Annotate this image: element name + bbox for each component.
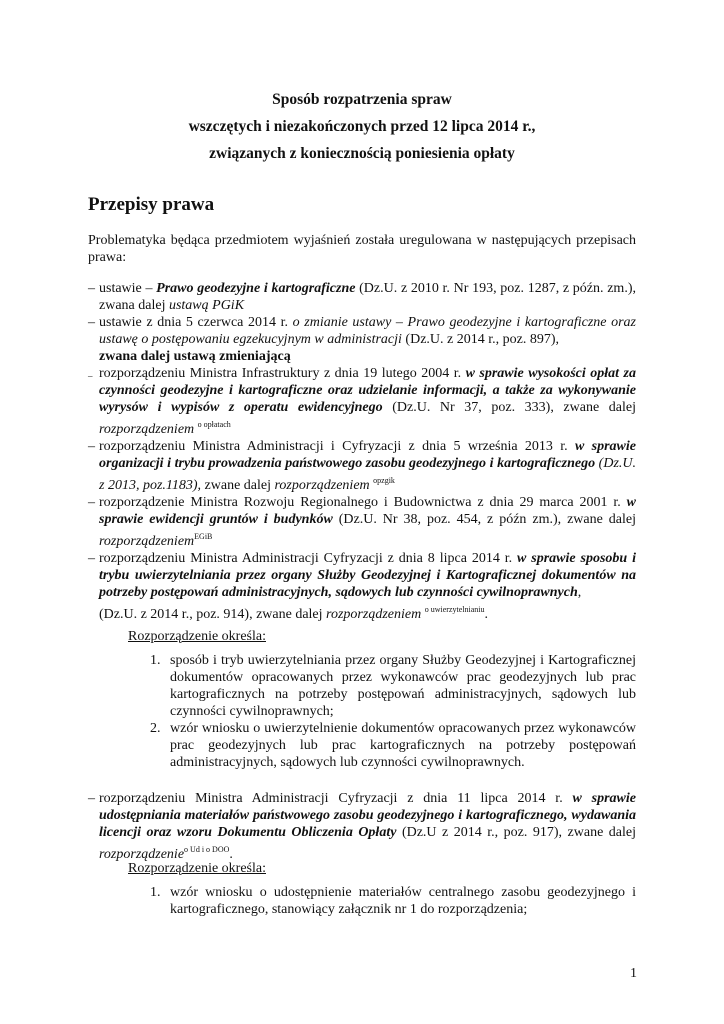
point-number: 1. [150,653,161,668]
alias-superscript: o opłatach [197,420,231,429]
dash-marker: – [88,371,93,381]
alias-superscript: EGiB [194,532,213,541]
regulation-2-points [146,884,636,918]
list-item [88,550,636,623]
title-line-1: Sposób rozpatrzenia spraw [272,91,452,108]
regulation-2-heading: Rozporządzenie określa: [128,861,266,876]
act-title: w sprawie ewidencji gruntów i budynków [99,495,636,527]
item-text: (Dz.U. z 2010 r. Nr 193, poz. 1287, z późn. zm.), zwana dalej [99,281,636,313]
point-text: sposób i tryb uwierzytelniania przez organy Służby Geodezyjnej i Kartograficznej dokumentów opracowanych przez wykonawców prac geodezyjnych lub prac kartograficznych na potrzeby postępowań administracyjnych, sądowych lub czynności cywilnoprawnych; [170,653,636,719]
dash-marker: – [88,791,95,806]
alias-name: rozporządzeniem [326,607,422,622]
act-title: w sprawie sposobu i trybu uwierzytelniania przez organy Służby Geodezyjnej i Kartograficznej dokumentów na potrzeby postępowań administracyjnych, sądowych lub czynności cywilnoprawnych [99,551,637,600]
alias-name: ustawą PGiK [168,298,245,313]
act-title: w sprawie organizacji i trybu prowadzenia państwowego zasobu geodezyjnego i kartograficznego [99,439,636,471]
item-text: . [484,607,488,622]
title-line-3: związanych z koniecznością poniesienia opłaty [209,145,515,162]
item-continuation [99,601,636,623]
item-text: rozporządzeniu Ministra Infrastruktury z dnia 19 lutego 2004 r. [99,366,466,381]
item-text: . [229,847,233,862]
item-text: rozporządzenie Ministra Rozwoju Regionalnego i Budownictwa z dnia 29 marca 2001 r. [99,495,627,510]
intro-paragraph: Problematyka będąca przedmiotem wyjaśnień została uregulowana w następujących przepisach prawa: [88,233,636,265]
alias-name: zwana dalej ustawą zmieniającą [99,349,291,364]
legal-acts-list-continued [88,790,636,863]
legal-acts-list [88,280,636,623]
list-item [88,314,636,365]
list-item [88,790,636,863]
list-item [88,365,636,438]
regulation-1-points [146,652,636,771]
point-text: wzór wniosku o udostępnienie materiałów centralnego zasobu geodezyjnego i kartograficznego, stanowiący załącznik nr 1 do rozporządzenia; [170,885,636,917]
item-text: rozporządzeniu Ministra Administracji i Cyfryzacji z dnia 5 września 2013 r. [99,439,575,454]
list-item [88,438,636,494]
alias-name: rozporządzenie [99,847,185,862]
list-item [146,652,636,720]
point-text: wzór wniosku o uwierzytelnienie dokumentów opracowanych przez wykonawców prac geodezyjnych lub prac kartograficznych na potrzeby postępowań administracyjnych, sądowych lub czynności cywilnoprawnych. [170,721,636,770]
regulation-1-heading: Rozporządzenie określa: [128,629,266,644]
dash-marker: – [88,439,95,454]
alias-name: rozporządzeniem [99,422,195,437]
item-text: (Dz.U. Nr 38, poz. 454, z późn zm.), zwane dalej [332,512,636,527]
item-text: (Dz.U z 2014 r., poz. 917), zwane dalej [396,825,636,840]
dash-marker: – [88,495,95,510]
item-text: (Dz.U. z 2014 r., poz. 897), [401,332,559,347]
item-text: (Dz.U. Nr 37, poz. 333), zwane dalej [382,400,636,415]
point-number: 2. [150,721,161,736]
list-item [88,280,636,314]
act-title: w sprawie wysokości opłat za czynności geodezyjne i kartograficzne oraz udzielanie informacji, a także za wykonywanie wyrysów i wypisów z operatu ewidencyjnego [99,366,636,415]
page-number: 1 [630,966,637,981]
act-title: Prawo geodezyjne i kartograficzne [156,281,356,296]
alias-superscript: o Ud i o DOO [184,845,230,854]
item-citation: (Dz.U. z 2013, poz.1183), [99,456,636,493]
item-text: ustawie z dnia 5 czerwca 2014 r. [99,315,293,330]
list-item [146,720,636,771]
title-line-2: wszczętych i niezakończonych przed 12 lipca 2014 r., [188,118,536,135]
alias-name: rozporządzeniem [274,478,370,493]
act-title: o zmianie ustawy – Prawo geodezyjne i kartograficzne oraz ustawę o postępowaniu egzekucyjnym w administracji [99,315,636,347]
item-text: rozporządzeniu Ministra Administracji Cyfryzacji z dnia 8 lipca 2014 r. [99,551,518,566]
list-item [88,494,636,550]
item-text: zwane dalej [201,478,275,493]
point-number: 1. [150,885,161,900]
alias-superscript: opzgik [373,476,395,485]
dash-marker: – [88,315,95,330]
act-title: w sprawie udostępniania materiałów państwowego zasobu geodezyjnego i kartograficznego, wydawania licencji oraz wzoru Dokumentu Obliczenia Opłaty [99,791,636,840]
document-title [88,86,636,167]
list-item [146,884,636,918]
item-text: , [577,585,582,600]
alias-superscript: o uwierzytelnianiu [424,605,485,614]
item-text: (Dz.U. z 2014 r., poz. 914), zwane dalej [99,607,327,622]
section-heading: Przepisy prawa [88,194,215,215]
item-text: ustawie – [99,281,157,296]
dash-marker: – [88,281,95,296]
dash-marker: – [88,551,95,566]
alias-name: rozporządzeniem [99,534,195,549]
item-text: rozporządzeniu Ministra Administracji Cyfryzacji z dnia 11 lipca 2014 r. [99,791,573,806]
